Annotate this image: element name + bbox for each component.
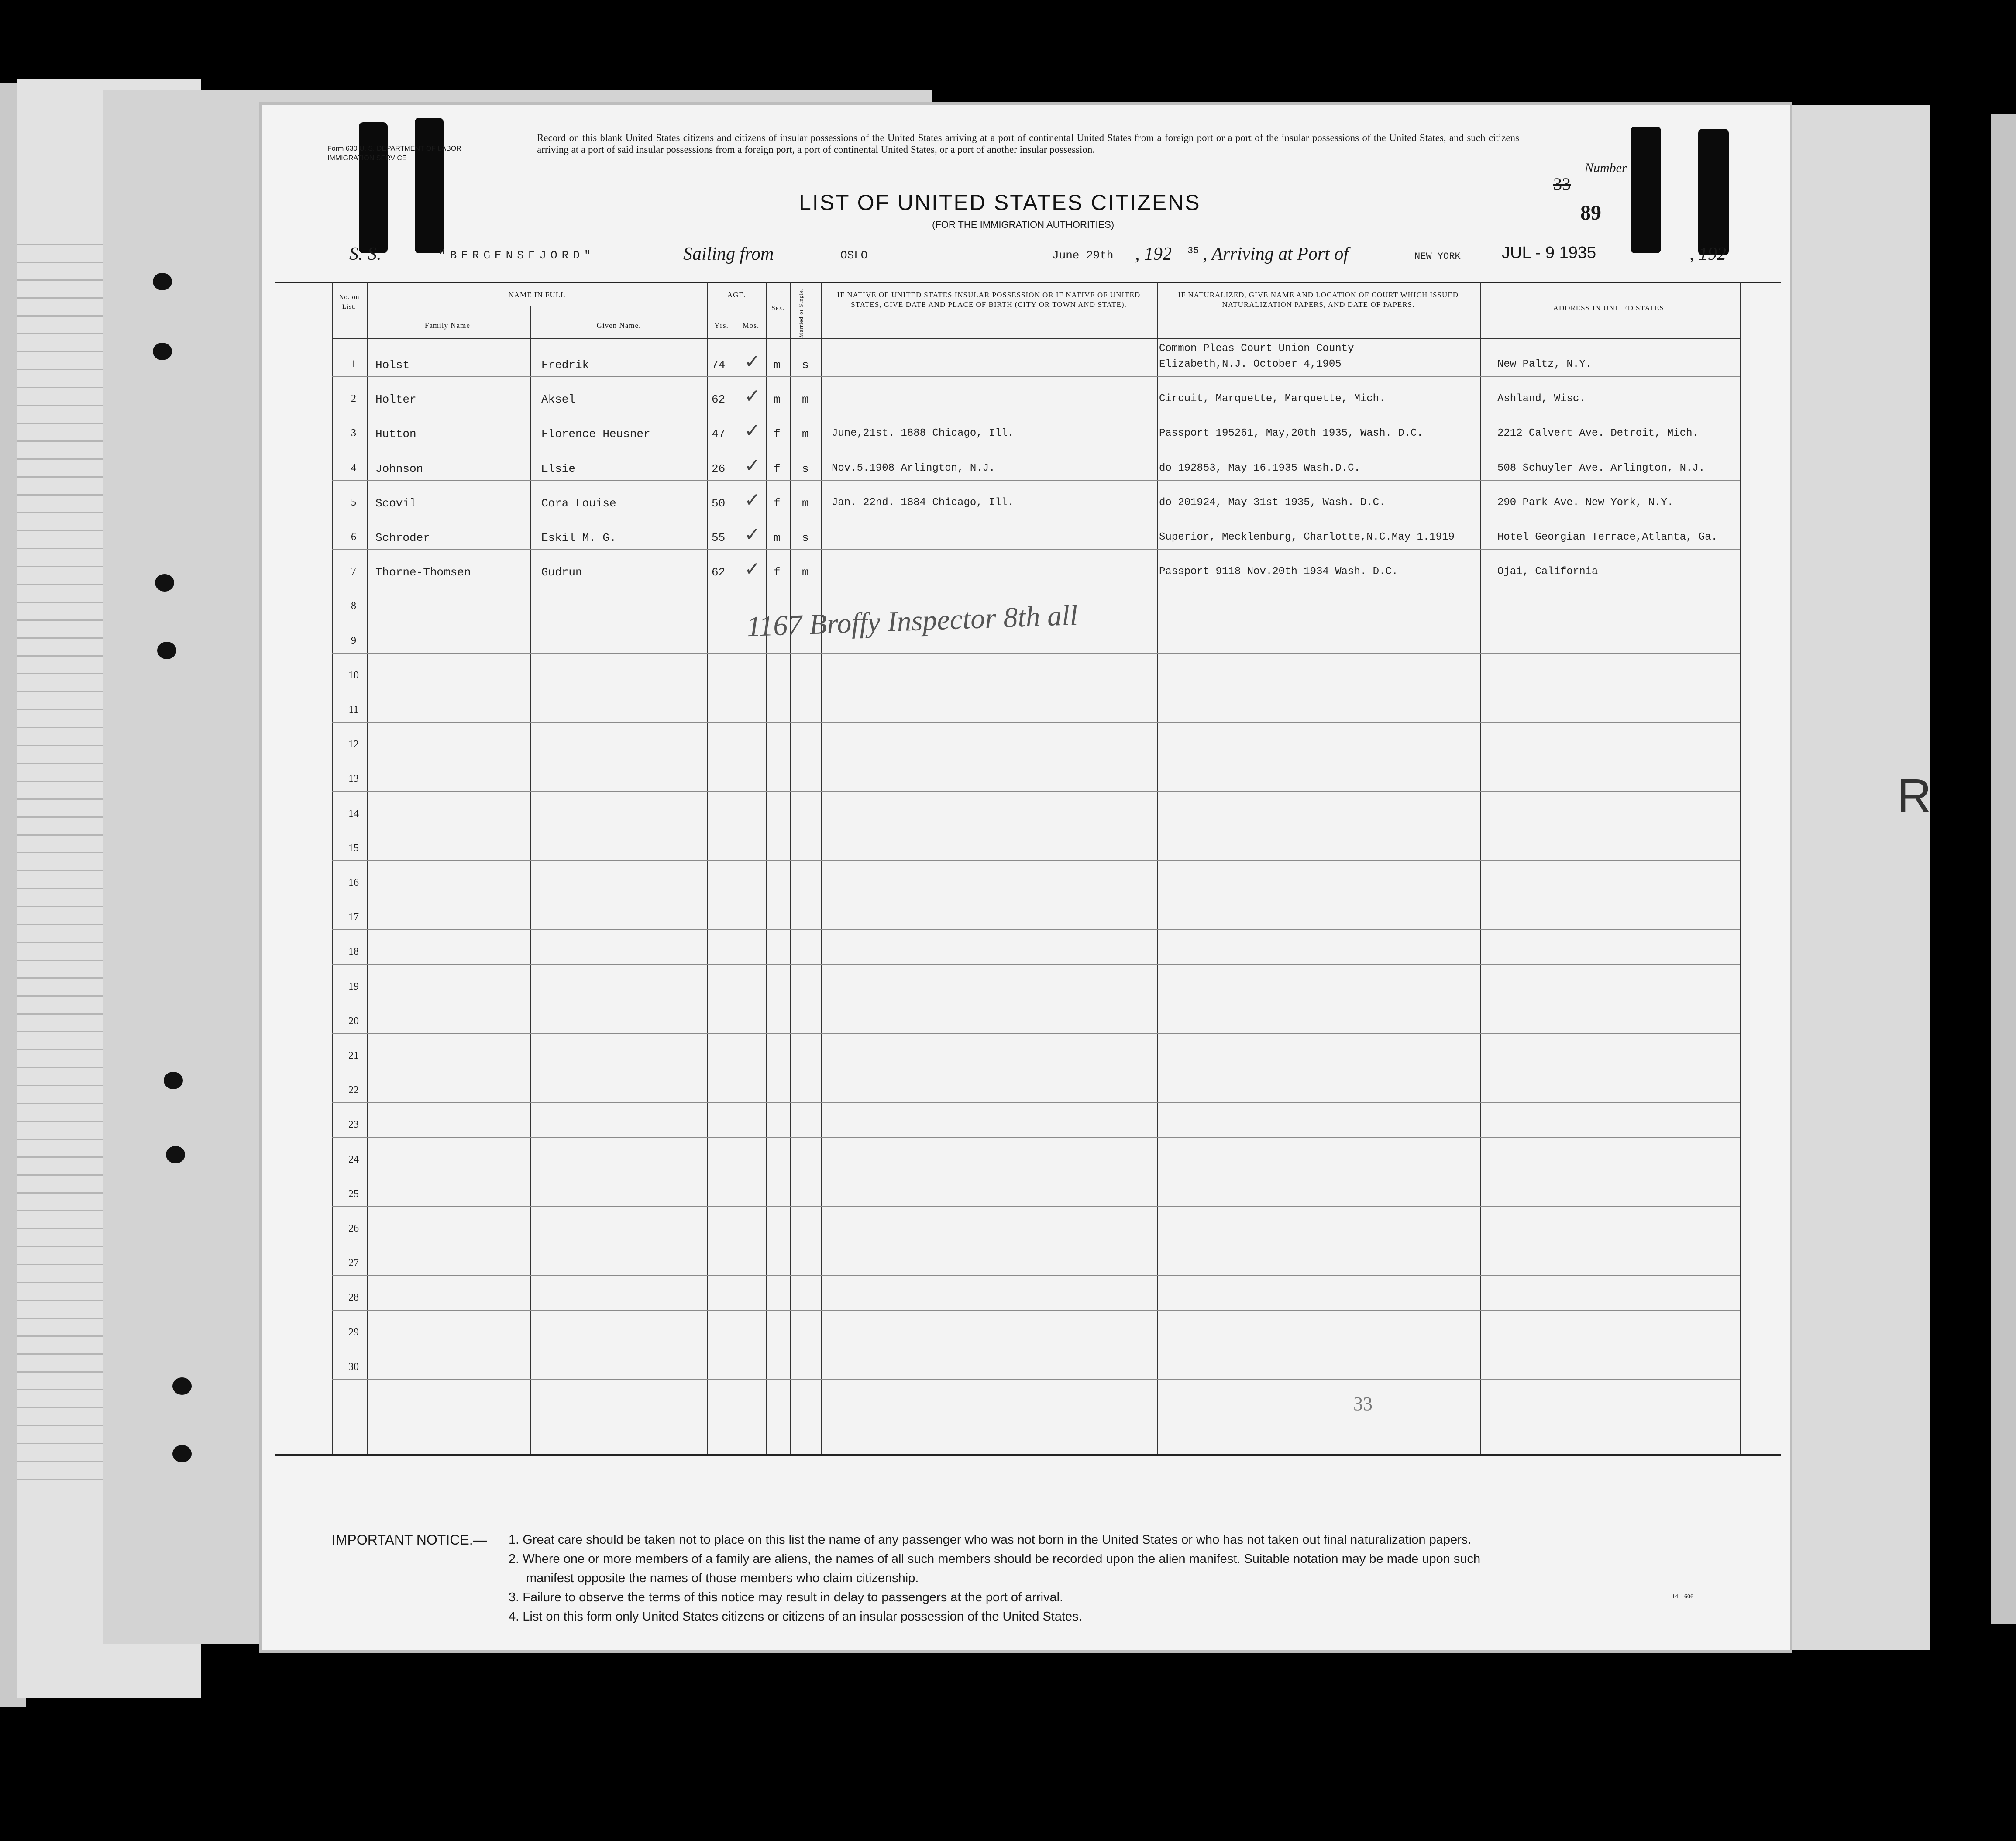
sex: f (774, 496, 781, 510)
arrival-stamp: JUL - 9 1935 (1502, 244, 1596, 262)
check-mark: ✓ (744, 524, 760, 545)
row-number: 1 (351, 358, 356, 370)
row-number: 9 (351, 635, 356, 647)
row-number: 10 (348, 669, 359, 681)
family-name: Hutton (375, 427, 416, 441)
row-number: 27 (348, 1257, 359, 1269)
row-number: 5 (351, 496, 356, 508)
given-name: Elsie (541, 462, 576, 475)
notice-item-3: 3. Failure to observe the terms of this notice may result in delay to passengers at the port of arrival. (509, 1590, 1063, 1604)
row-number: 28 (348, 1292, 359, 1304)
age-years: 62 (712, 566, 726, 579)
age-years: 62 (712, 393, 726, 406)
marital-status: s (802, 462, 809, 475)
row-rule (332, 653, 1740, 654)
given-name: Eskil M. G. (541, 531, 616, 544)
family-name: Scovil (375, 496, 416, 510)
row-number: 22 (348, 1084, 359, 1096)
row-rule (332, 1275, 1740, 1276)
marital-status: s (802, 358, 809, 372)
age-years: 50 (712, 496, 726, 510)
binder-hole (153, 273, 172, 290)
address: 290 Park Ave. New York, N.Y. (1497, 496, 1674, 509)
row-rule (332, 1310, 1740, 1311)
sex: f (774, 566, 781, 579)
row-rule (332, 791, 1740, 792)
record-notice: Record on this blank United States citizens and citizens of insular possessions of the United States arriving at a port of continental United States from a foreign port or a port of the insular possessions of the United States, and such citizens arriving at a port of said insular possessions from a foreign port, a port of continental United States, or a port of another insular possession. (537, 132, 1519, 155)
col-address: ADDRESS IN UNITED STATES. (1553, 304, 1667, 312)
row-rule (332, 1379, 1740, 1380)
family-name: Schroder (375, 531, 430, 544)
row-number: 2 (351, 393, 356, 405)
court-line-2: do 192853, May 16.1935 Wash.D.C. (1159, 462, 1360, 474)
check-mark: ✓ (744, 489, 760, 511)
address: Ojai, California (1497, 566, 1598, 578)
binder-hole (172, 1377, 192, 1395)
given-name: Aksel (541, 393, 576, 406)
court-line-2: Passport 9118 Nov.20th 1934 Wash. D.C. (1159, 566, 1398, 578)
notice-item-2-cont: manifest opposite the names of those members who claim citizenship. (526, 1571, 919, 1585)
given-name: Fredrik (541, 358, 589, 372)
ss-label: S. S. (349, 244, 382, 264)
col-native: IF NATIVE OF UNITED STATES INSULAR POSSESSION OR IF NATIVE OF UNITED STATES, GIVE DATE AND PLACE OF BIRTH (CITY OR TOWN AND STATE). (837, 291, 1141, 309)
birth-info: Nov.5.1908 Arlington, N.J. (832, 462, 995, 474)
row-rule (332, 1137, 1740, 1138)
col-family-name: Family Name. (424, 321, 473, 330)
row-number: 19 (348, 981, 359, 992)
row-number: 21 (348, 1050, 359, 1061)
row-number: 17 (348, 912, 359, 923)
row-number: 8 (351, 600, 356, 612)
address: 508 Schuyler Ave. Arlington, N.J. (1497, 462, 1705, 474)
court-line-2: do 201924, May 31st 1935, Wash. D.C. (1159, 496, 1386, 509)
marital-status: m (802, 496, 809, 510)
family-name: Holst (375, 358, 410, 372)
port: NEW YORK (1414, 251, 1461, 262)
year-typed: 35 (1187, 245, 1199, 256)
stamp-bar (1631, 127, 1661, 253)
check-mark: ✓ (744, 454, 760, 476)
binder-hole (157, 642, 176, 659)
row-rule (332, 480, 1740, 481)
notice-item-4: 4. List on this form only United States citizens or citizens of an insular possession of the United States. (509, 1610, 1082, 1624)
row-number: 18 (348, 946, 359, 958)
page-subtitle: (FOR THE IMMIGRATION AUTHORITIES) (932, 219, 1115, 230)
address: Hotel Georgian Terrace,Atlanta, Ga. (1497, 531, 1718, 543)
col-married: Married or Single. (798, 288, 804, 338)
court-line-2: Circuit, Marquette, Marquette, Mich. (1159, 393, 1386, 405)
row-number: 12 (348, 739, 359, 750)
row-number: 30 (348, 1361, 359, 1373)
sex: f (774, 462, 781, 475)
sailing-from-label: Sailing from (683, 244, 774, 264)
row-rule (332, 1206, 1740, 1207)
right-page-edge (1786, 105, 1930, 1650)
col-age: AGE. (727, 291, 747, 299)
check-mark: ✓ (744, 385, 760, 407)
number-struck: 33 (1553, 174, 1571, 194)
age-years: 55 (712, 531, 726, 544)
binder-hole (164, 1072, 183, 1089)
row-rule (332, 1033, 1740, 1034)
row-number: 23 (348, 1119, 359, 1131)
manifest-page (262, 105, 1790, 1650)
family-name: Holter (375, 393, 416, 406)
row-number: 25 (348, 1188, 359, 1200)
sex: m (774, 393, 781, 406)
address: New Paltz, N.Y. (1497, 358, 1592, 370)
sex: m (774, 358, 781, 372)
court-line-2: Elizabeth,N.J. October 4,1905 (1159, 358, 1342, 370)
row-number: 3 (351, 427, 356, 439)
binder-hole (153, 343, 172, 360)
col-no: No. on List. (339, 294, 360, 310)
family-name: Johnson (375, 462, 423, 475)
court-line-2: Passport 195261, May,20th 1935, Wash. D.C. (1159, 427, 1423, 440)
sailing-from: OSLO (840, 249, 868, 262)
row-number: 13 (348, 773, 359, 785)
marital-status: m (802, 427, 809, 441)
form-reference: 14—606 (1672, 1593, 1693, 1600)
row-number: 11 (348, 704, 359, 716)
given-name: Florence Heusner (541, 427, 650, 441)
row-number: 29 (348, 1326, 359, 1338)
row-number: 7 (351, 566, 356, 578)
age-years: 26 (712, 462, 726, 475)
col-given-name: Given Name. (596, 321, 641, 330)
marital-status: m (802, 393, 809, 406)
col-yrs: Yrs. (714, 321, 729, 330)
birth-info: June,21st. 1888 Chicago, Ill. (832, 427, 1014, 440)
year-prefix-2: , 192 (1689, 244, 1726, 264)
stamp-bar (1698, 129, 1729, 255)
row-rule (332, 964, 1740, 965)
birth-info: Jan. 22nd. 1884 Chicago, Ill. (832, 496, 1014, 509)
number-label: Number (1585, 161, 1627, 175)
notice-heading: IMPORTANT NOTICE.— (332, 1532, 487, 1548)
number-value: 89 (1580, 201, 1601, 224)
sex: m (774, 531, 781, 544)
check-mark: ✓ (744, 420, 760, 442)
col-naturalized: IF NATURALIZED, GIVE NAME AND LOCATION OF COURT WHICH ISSUED NATURALIZATION PAPERS, AND DATE OF PAPERS. (1178, 291, 1459, 309)
age-years: 74 (712, 358, 726, 372)
stamp-bar (359, 122, 388, 253)
row-number: 16 (348, 877, 359, 888)
page-stamp-number: 33 (1353, 1393, 1373, 1414)
address: Ashland, Wisc. (1497, 393, 1586, 405)
col-mos: Mos. (742, 321, 760, 330)
check-mark: ✓ (744, 351, 760, 372)
sailing-date: June 29th (1052, 249, 1114, 262)
binder-hole (155, 574, 174, 592)
row-number: 20 (348, 1015, 359, 1027)
handwritten-note: 1167 Broffy Inspector 8th all (746, 599, 1078, 643)
col-sex: Sex. (771, 305, 785, 312)
notice-item-1: 1. Great care should be taken not to place on this list the name of any passenger who was not born in the United States or who has not taken out final naturalization papers. (509, 1533, 1472, 1547)
check-mark: ✓ (744, 558, 760, 580)
marital-status: m (802, 566, 809, 579)
row-number: 14 (348, 808, 359, 819)
row-rule (332, 929, 1740, 930)
family-name: Thorne-Thomsen (375, 566, 471, 579)
marital-status: s (802, 531, 809, 544)
row-number: 6 (351, 531, 356, 543)
year-prefix-1: , 192 (1135, 244, 1172, 264)
row-number: 24 (348, 1153, 359, 1165)
binder-hole (166, 1146, 185, 1163)
court-line-1: Common Pleas Court Union County (1159, 343, 1354, 354)
form-code: Form 630 U. S. DEPARTMENT OF LABOR IMMIGRATION SERVICE (327, 145, 461, 162)
side-mark: R (1897, 769, 1932, 823)
given-name: Cora Louise (541, 496, 616, 510)
notice-item-2: 2. Where one or more members of a family are aliens, the names of all such members should be recorded upon the alien manifest. Suitable notation may be made upon such (509, 1552, 1481, 1566)
far-right-stub (1991, 114, 2016, 1624)
row-number: 15 (348, 842, 359, 854)
row-rule (332, 860, 1740, 861)
court-line-2: Superior, Mecklenburg, Charlotte,N.C.May 1.1919 (1159, 531, 1455, 543)
col-name-in-full: NAME IN FULL (508, 291, 566, 299)
address: 2212 Calvert Ave. Detroit, Mich. (1497, 427, 1699, 440)
row-rule (332, 376, 1740, 377)
arriving-label: , Arriving at Port of (1203, 244, 1349, 264)
page-title: LIST OF UNITED STATES CITIZENS (799, 190, 1201, 215)
sex: f (774, 427, 781, 441)
row-rule (332, 722, 1740, 723)
ship-name: "BERGENSFJORD" (439, 249, 595, 262)
age-years: 47 (712, 427, 726, 441)
row-number: 4 (351, 462, 356, 474)
row-rule (332, 549, 1740, 550)
row-rule (332, 1102, 1740, 1103)
row-number: 26 (348, 1223, 359, 1234)
given-name: Gudrun (541, 566, 582, 579)
binder-hole (172, 1445, 192, 1462)
stamp-bar (415, 118, 444, 253)
